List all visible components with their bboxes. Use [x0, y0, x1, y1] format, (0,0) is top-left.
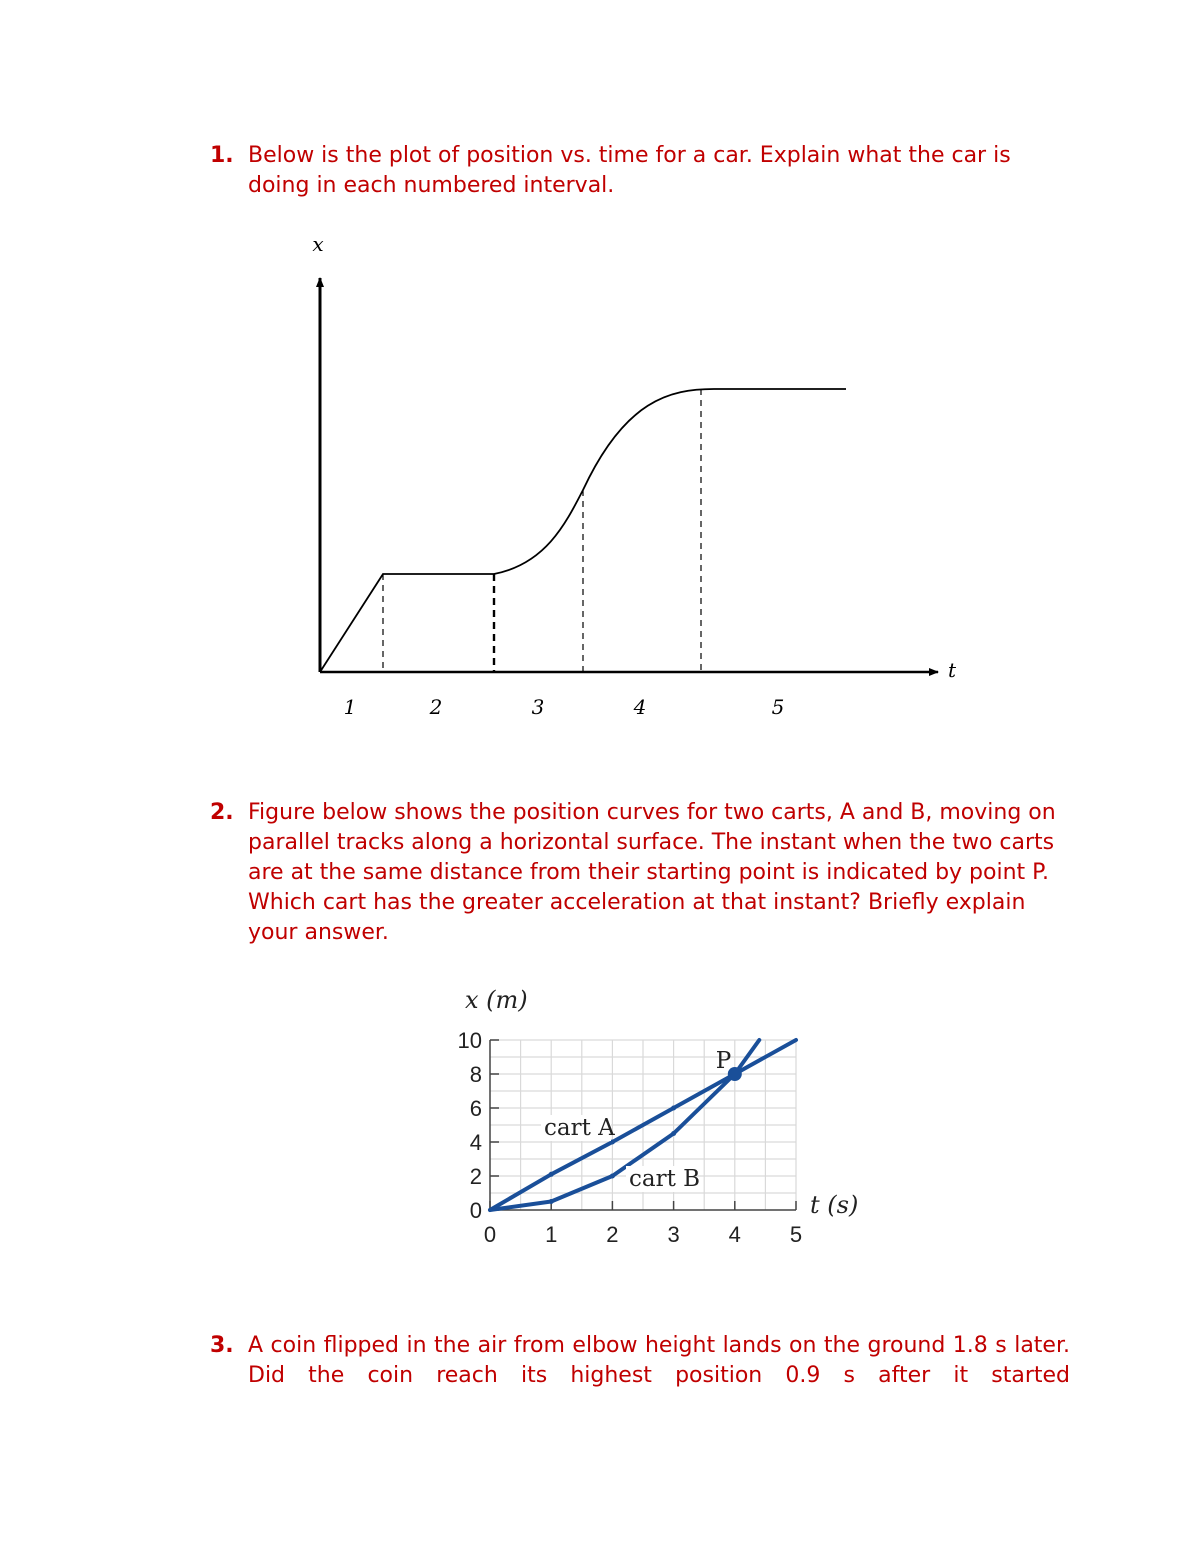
y-tick-label: 2 [469, 1164, 482, 1189]
series-label-cart-b: cart B [629, 1166, 701, 1192]
y-axis-label: x [312, 232, 324, 256]
y-tick-label: 6 [469, 1096, 482, 1121]
question-number: 3. [210, 1333, 234, 1358]
interval-label-3: 3 [531, 695, 545, 719]
x-axis-label: t [947, 658, 957, 682]
data-point [671, 1106, 676, 1111]
y-axis-label: x (m) [465, 986, 528, 1014]
question-3 [210, 1331, 1070, 1391]
data-point [549, 1199, 554, 1204]
x-tick-label: 2 [606, 1222, 619, 1247]
x-tick-label: 4 [728, 1222, 741, 1247]
x-tick-label: 3 [667, 1222, 680, 1247]
question-text: A coin flipped in the air from elbow height lands on the ground 1.8 s later. Did the coin reach its highest position 0.9 s after it started [248, 1333, 1070, 1388]
y-tick-label: 10 [457, 1028, 482, 1053]
interval-label-2: 2 [429, 695, 443, 719]
question-number: 1. [210, 143, 234, 168]
question-number: 2. [210, 800, 234, 825]
question-text: Below is the plot of position vs. time for a car. Explain what the car is doing in each numbered interval. [248, 143, 1011, 198]
interval-label-4: 4 [633, 695, 647, 719]
interval-label-1: 1 [343, 695, 357, 719]
x-tick-label: 1 [545, 1222, 558, 1247]
data-point [549, 1172, 554, 1177]
point-p-label: P [715, 1048, 732, 1074]
y-tick-label: 8 [469, 1062, 482, 1087]
x-tick-label: 5 [789, 1222, 803, 1247]
y-tick-label: 0 [469, 1198, 482, 1223]
x-tick-label: 0 [483, 1222, 497, 1247]
question-text: Figure below shows the position curves for two carts, A and B, moving on parallel tracks along a horizontal surface. The instant when the two carts are at the same distance from their starting point is indicated by point P. Which cart has the greater acceleration at that instant? Briefly explain your answer. [248, 800, 1056, 945]
y-tick-label: 4 [469, 1130, 482, 1155]
x-axis-label: t (s) [810, 1191, 859, 1219]
interval-label-5: 5 [771, 695, 785, 719]
data-point [671, 1131, 676, 1136]
data-point [610, 1174, 615, 1179]
series-label-cart-a: cart A [544, 1115, 615, 1141]
